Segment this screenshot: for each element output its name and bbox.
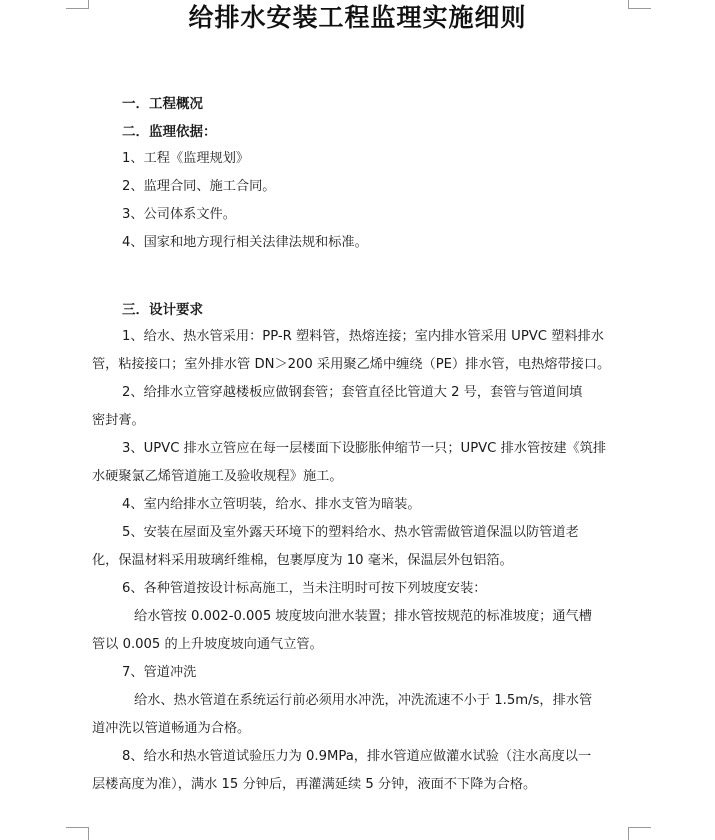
requirement-text: 层楼高度为准），满水 15 分钟后，再灌满延续 5 分钟，液面不下降为合格。	[92, 777, 537, 792]
requirement-text: 2、给排水立管穿越楼板应做钢套管；套管直径比管道大 2 号，套管与管道间填	[122, 385, 583, 400]
basis-item: 1、工程《监理规划》	[122, 151, 250, 166]
requirement-text: 1、给水、热水管采用：PP-R 塑料管，热熔连接；室内排水管采用 UPVC 塑料排水	[122, 329, 604, 344]
requirement-text: 7、管道冲洗	[122, 665, 197, 680]
requirement-text: 密封膏。	[92, 413, 145, 428]
requirement-detail: 给水管按 0.002-0.005 坡度坡向泄水装置；排水管按规范的标准坡度；通气槽	[134, 609, 592, 624]
basis-item: 2、监理合同、施工合同。	[122, 179, 276, 194]
requirement-text: 5、安装在屋面及室外露天环境下的塑料给水、热水管需做管道保温以防管道老	[122, 525, 579, 540]
section-heading-overview: 一．工程概况	[122, 96, 203, 112]
requirement-text: 水硬聚氯乙烯管道施工及验收规程》施工。	[92, 469, 343, 484]
crop-mark-bottom-right	[628, 827, 651, 840]
requirement-text: 管，粘接接口；室外排水管 DN＞200 采用聚乙烯中缠绕（PE）排水管，电热熔带接口。	[92, 357, 611, 372]
requirement-detail: 道冲洗以管道畅通为合格。	[92, 721, 251, 736]
requirement-text: 3、UPVC 排水立管应在每一层楼面下设膨胀伸缩节一只；UPVC 排水管按建《筑排	[122, 441, 607, 456]
section-heading-design-requirements: 三．设计要求	[122, 302, 203, 318]
basis-item: 3、公司体系文件。	[122, 207, 236, 222]
requirement-text: 4、室内给排水立管明装，给水、排水支管为暗装。	[122, 497, 421, 512]
requirement-text: 化，保温材料采用玻璃纤维棉，包裹厚度为 10 毫米，保温层外包铝箔。	[92, 553, 513, 568]
requirement-detail: 管以 0.005 的上升坡度坡向通气立管。	[92, 637, 323, 652]
requirement-text: 6、各种管道按设计标高施工，当未注明时可按下列坡度安装：	[122, 581, 487, 596]
crop-mark-bottom-left	[66, 827, 89, 840]
basis-item: 4、国家和地方现行相关法律法规和标准。	[122, 235, 368, 250]
requirement-text: 8、给水和热水管道试验压力为 0.9MPa，排水管道应做灌水试验（注水高度以一	[122, 749, 592, 764]
requirement-detail: 给水、热水管道在系统运行前必须用水冲洗，冲洗流速不小于 1.5m/s，排水管	[134, 693, 593, 708]
section-heading-basis: 二．监理依据：	[122, 124, 217, 140]
document-title: 给排水安装工程监理实施细则	[188, 3, 527, 32]
